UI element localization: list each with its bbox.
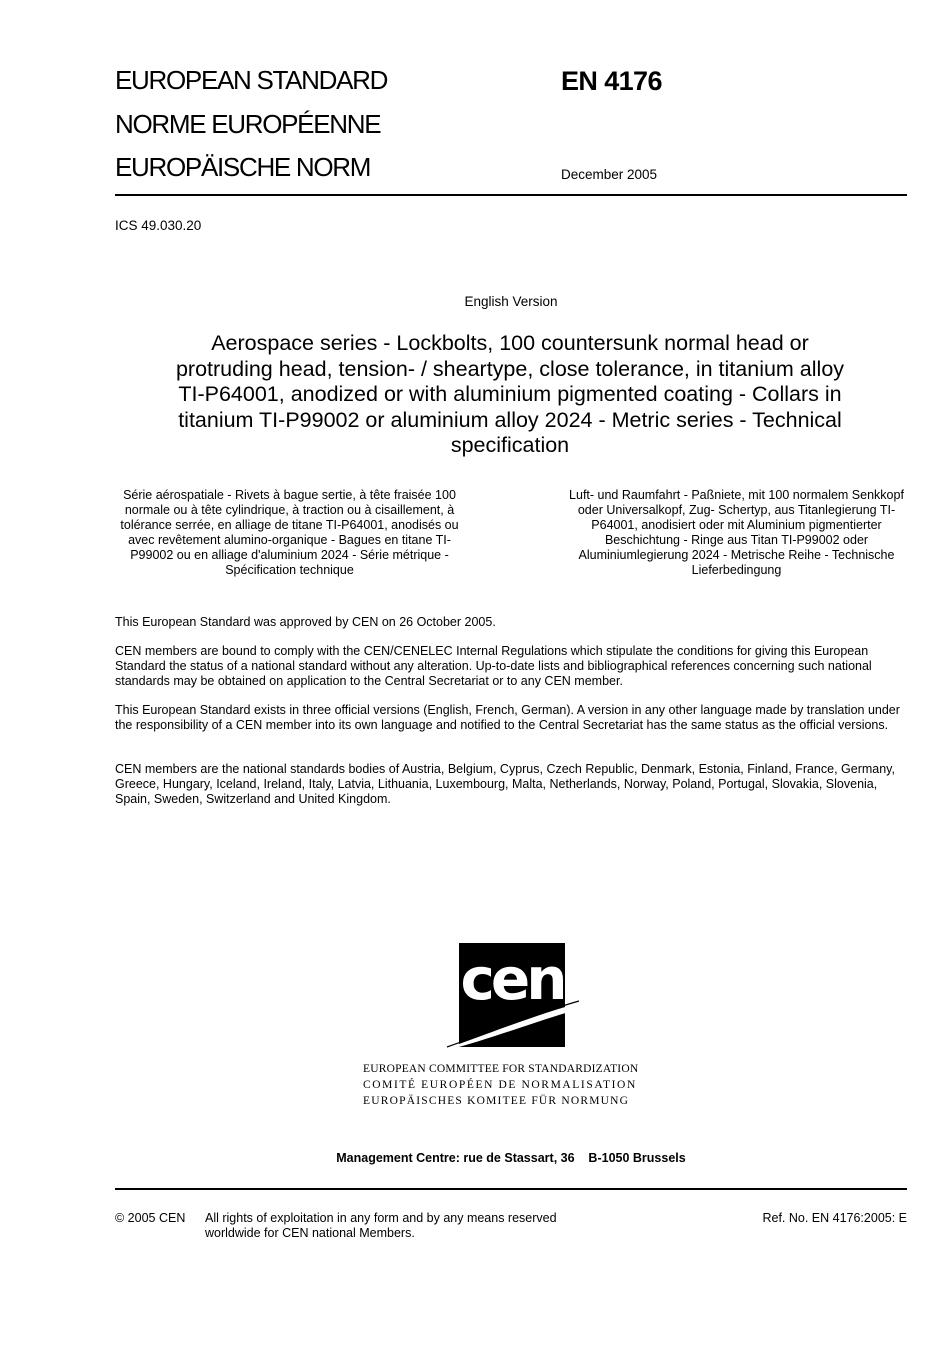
cen-name-de: EUROPÄISCHES KOMITEE FÜR NORMUNG (363, 1095, 630, 1107)
versions-paragraph: This European Standard exists in three official versions (English, French, German). A version in any other language made by translation under the responsibility of a CEN member into its own language and notified to the Central Secretariat has the same status as the official versions. (115, 703, 900, 732)
cen-organization-names (363, 1061, 638, 1109)
standard-number: EN 4176 (561, 66, 662, 96)
cen-name-en: EUROPEAN COMMITTEE FOR STANDARDIZATION (363, 1063, 639, 1075)
management-centre-address: Management Centre: rue de Stassart, 36 B-1050 Brussels (336, 1151, 686, 1165)
cen-name-fr: COMITÉ EUROPÉEN DE NORMALISATION (363, 1079, 637, 1091)
version-label: English Version (464, 294, 558, 309)
cen-logo-mark (445, 943, 580, 1050)
standard-title-fr: NORME EUROPÉENNE (115, 109, 381, 139)
compliance-paragraph: CEN members are bound to comply with the CEN/CENELEC Internal Regulations which stipulate the conditions for giving this European Standard the status of a national standard without any alteration. Up-to-date lists and bibliographical references concerning such national standards may be obtained on application to the Central Secretariat or to any CEN member. (115, 644, 872, 688)
approval-paragraph: This European Standard was approved by CEN on 26 October 2005. (115, 615, 496, 629)
cen-logo (445, 943, 580, 1050)
document-title: Aerospace series - Lockbolts, 100 countersunk normal head or protruding head, tension- / sheartype, close tolerance, in titanium alloy TI-P64001, anodized or with aluminium pigmented coating - Collars in titanium TI-P99002 or aluminium alloy 2024 - Metric series - Technical specification (175, 331, 845, 457)
copyright-notice: © 2005 CEN (115, 1211, 186, 1225)
standard-title-de: EUROPÄISCHE NORM (115, 152, 371, 182)
footer-rule (115, 1188, 907, 1190)
svg-text:cen: cen (460, 945, 564, 1013)
members-paragraph: CEN members are the national standards bodies of Austria, Belgium, Cyprus, Czech Republic, Denmark, Estonia, Finland, France, Germany, Greece, Hungary, Iceland, Ireland, Italy, Latvia, Lithuania, Luxembourg, Malta, Netherlands, Norway, Poland, Portugal, Slovakia, Slovenia, Spain, Sweden, Switzerland and United Kingdom. (115, 762, 895, 806)
ics-code: ICS 49.030.20 (115, 218, 202, 233)
title-german: Luft- und Raumfahrt - Paßniete, mit 100 normalem Senkkopf oder Universalkopf, Zug- Schertyp, aus Titanlegierung TI-P64001, anodisiert oder mit Aluminium pigmentierter Beschichtung - Ringe aus Titan TI-P99002 oder Aluminiumlegierung 2024 - Metrische Reihe - Technische Lieferbedingung (569, 488, 904, 577)
header-rule (115, 194, 907, 196)
title-french: Série aérospatiale - Rivets à bague sertie, à tête fraisée 100 normale ou à tête cylindrique, à traction ou à cisaillement, à tolérance serrée, en alliage de titane TI-P64001, anodisés ou avec revêtement alumino-organique - Bagues en titane TI-P99002 ou en alliage d'aluminium 2024 - Série métrique - Spécification technique (120, 488, 459, 577)
publication-date: December 2005 (561, 167, 658, 182)
rights-line-1: All rights of exploitation in any form and by any means reserved (205, 1211, 557, 1225)
rights-statement (205, 1211, 557, 1241)
standard-title-en: EUROPEAN STANDARD (115, 65, 388, 95)
reference-number: Ref. No. EN 4176:2005: E (762, 1211, 907, 1225)
rights-line-2: worldwide for CEN national Members. (205, 1226, 415, 1240)
